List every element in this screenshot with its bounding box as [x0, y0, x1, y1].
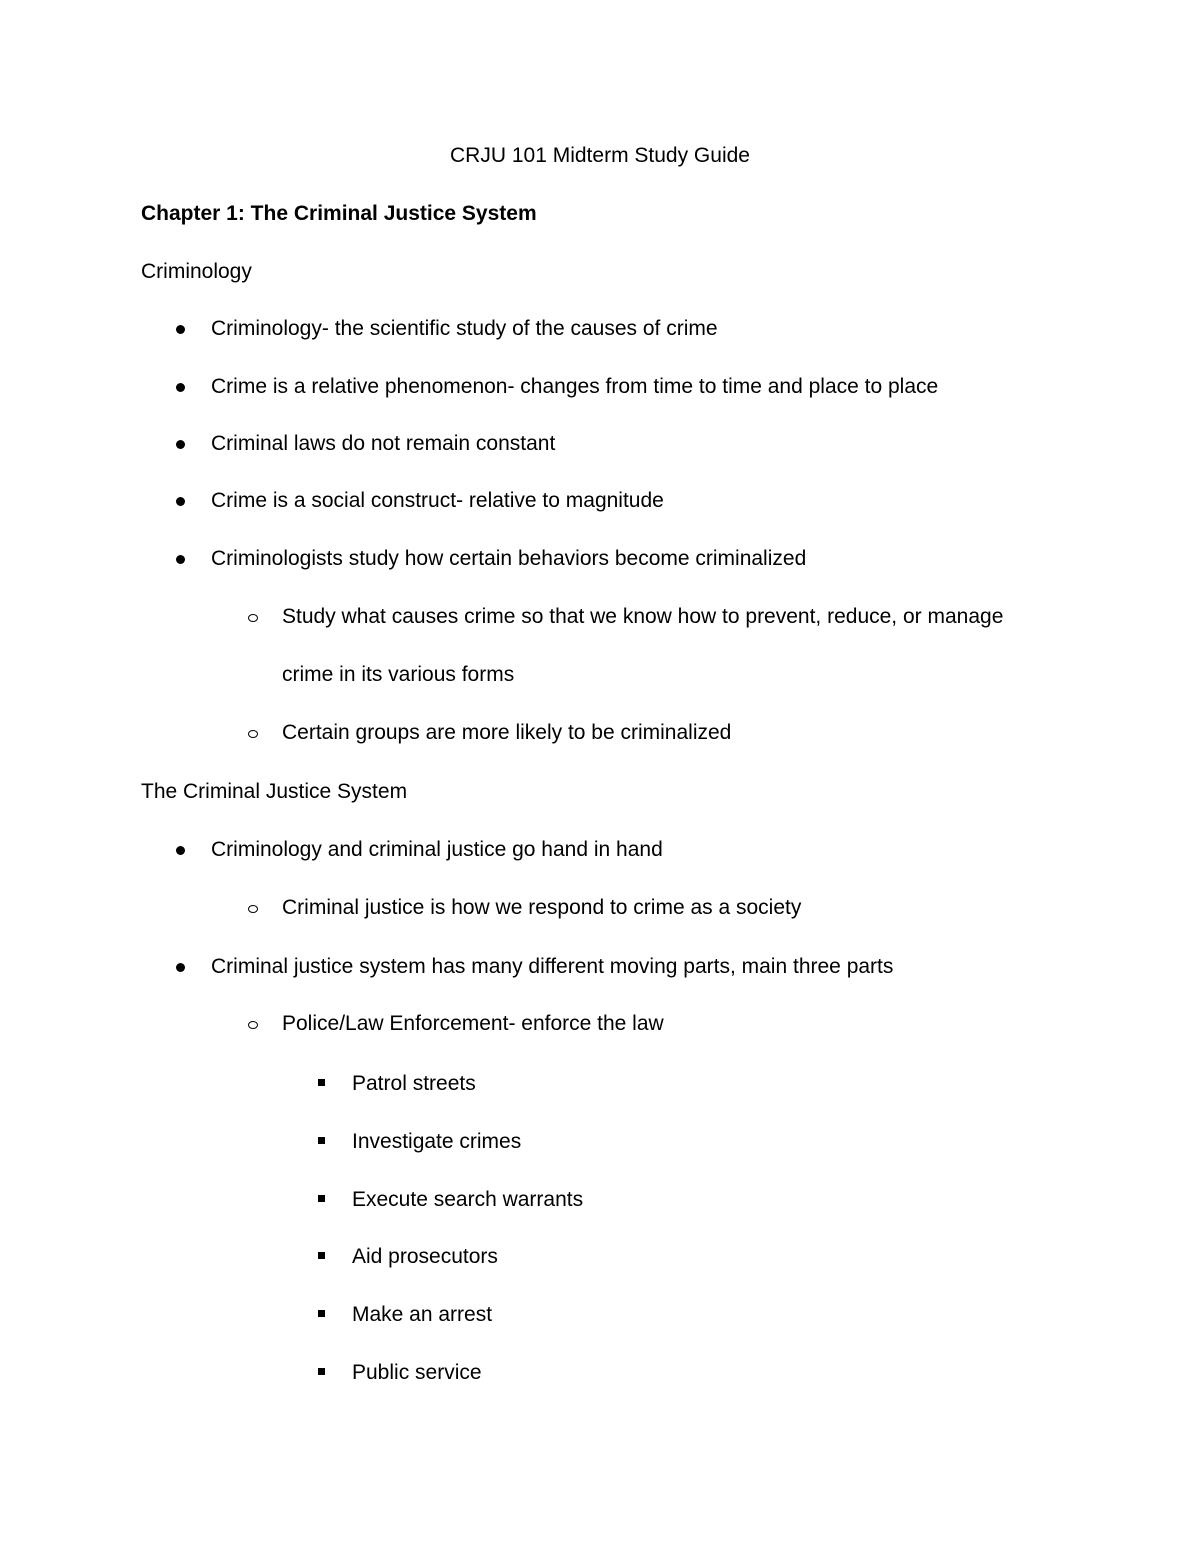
task-item: Execute search warrants — [352, 1188, 584, 1211]
bullet-square — [318, 1079, 325, 1086]
bullet-dot — [176, 325, 185, 334]
list-item: Criminology and criminal justice go hand in hand — [211, 838, 663, 861]
bullet-dot — [176, 383, 185, 392]
list-item: Criminology- the scientific study of the causes of crime — [211, 317, 718, 340]
task-item: Public service — [352, 1361, 482, 1384]
sub-list-item: Police/Law Enforcement- enforce the law — [282, 1012, 664, 1035]
bullet-circle — [248, 730, 258, 738]
task-item: Investigate crimes — [352, 1130, 522, 1153]
list-item: Crime is a relative phenomenon- changes from time to time and place to place — [211, 375, 939, 398]
chapter-heading: Chapter 1: The Criminal Justice System — [141, 202, 537, 225]
task-item: Patrol streets — [352, 1072, 476, 1095]
sub-list-item: Study what causes crime so that we know how to prevent, reduce, or manage — [282, 605, 1004, 628]
section-heading-cjs: The Criminal Justice System — [141, 780, 408, 803]
sub-list-item-continuation: crime in its various forms — [282, 663, 515, 686]
list-item: Criminal laws do not remain constant — [211, 432, 556, 455]
bullet-square — [318, 1195, 325, 1202]
bullet-square — [318, 1368, 325, 1375]
list-item: Criminal justice system has many different moving parts, main three parts — [211, 955, 894, 978]
bullet-dot — [176, 497, 185, 506]
bullet-circle — [248, 1021, 258, 1029]
bullet-circle — [248, 614, 258, 622]
bullet-dot — [176, 555, 185, 564]
sub-list-item: Criminal justice is how we respond to crime as a society — [282, 896, 802, 919]
bullet-circle — [248, 905, 258, 913]
task-item: Make an arrest — [352, 1303, 493, 1326]
bullet-dot — [176, 440, 185, 449]
bullet-dot — [176, 963, 185, 972]
list-item: Crime is a social construct- relative to magnitude — [211, 489, 664, 512]
sub-list-item: Certain groups are more likely to be criminalized — [282, 721, 732, 744]
task-item: Aid prosecutors — [352, 1245, 498, 1268]
list-item: Criminologists study how certain behaviors become criminalized — [211, 547, 807, 570]
bullet-square — [318, 1252, 325, 1259]
document-title: CRJU 101 Midterm Study Guide — [450, 144, 750, 167]
bullet-square — [318, 1310, 325, 1317]
bullet-dot — [176, 846, 185, 855]
bullet-square — [318, 1137, 325, 1144]
section-heading-criminology: Criminology — [141, 260, 252, 283]
